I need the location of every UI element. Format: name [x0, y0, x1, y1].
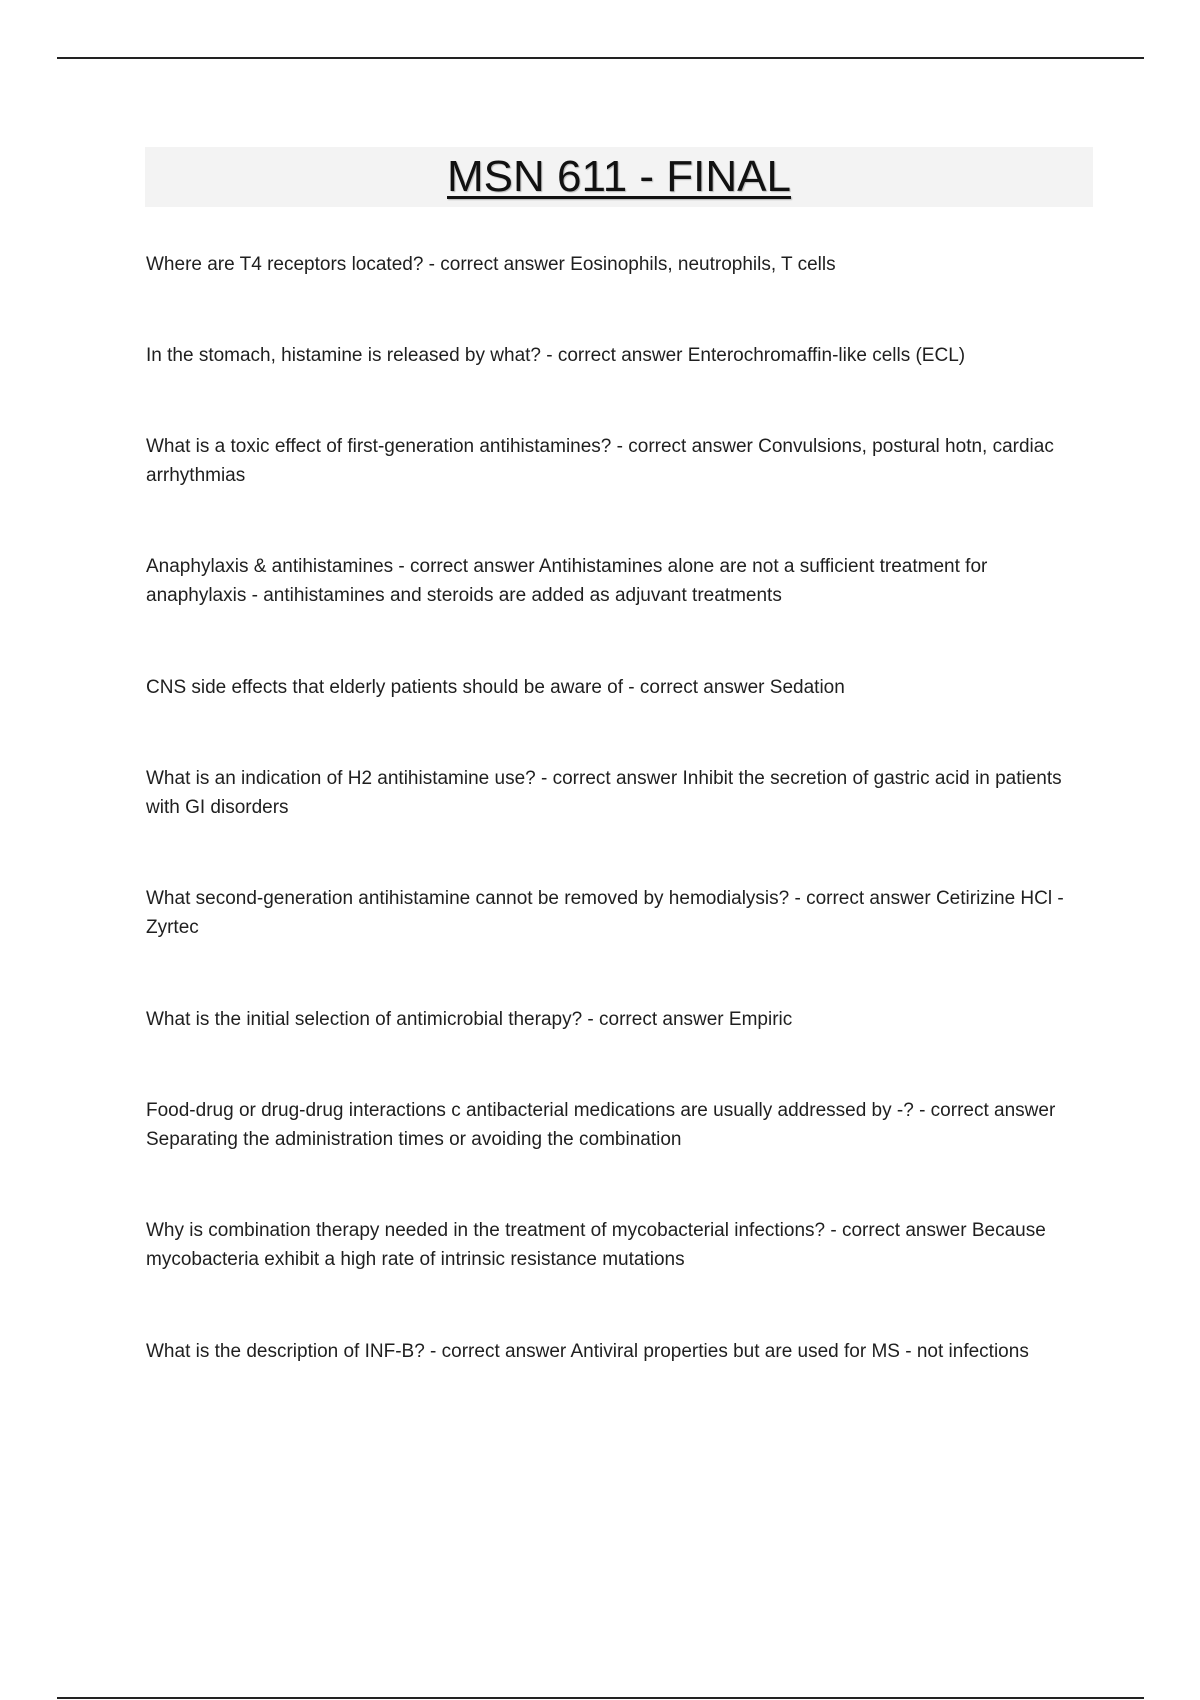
qa-item: In the stomach, histamine is released by what? - correct answer Enterochromaffin-like cells (ECL)	[146, 345, 966, 366]
document-title: MSN 611 - FINAL	[447, 152, 791, 201]
qa-item: CNS side effects that elderly patients should be aware of - correct answer Sedation	[146, 677, 845, 698]
qa-item: What is the description of INF-B? - correct answer Antiviral properties but are used for MS - not infections	[146, 1341, 1029, 1362]
qa-item: Anaphylaxis & antihistamines - correct answer Antihistamines alone are not a sufficient treatment for anaphylaxis - antihistamines and steroids are added as adjuvant treatments	[146, 556, 988, 606]
top-divider	[57, 57, 1144, 59]
qa-item: What is a toxic effect of first-generation antihistamines? - correct answer Convulsions, postural hotn, cardiac arrhythmias	[146, 436, 1054, 486]
qa-item: Why is combination therapy needed in the treatment of mycobacterial infections? - correct answer Because mycobacteria exhibit a high rate of intrinsic resistance mutations	[146, 1220, 1046, 1270]
qa-item: What is the initial selection of antimicrobial therapy? - correct answer Empiric	[146, 1009, 793, 1030]
qa-item: What is an indication of H2 antihistamine use? - correct answer Inhibit the secretion of gastric acid in patients with GI disorders	[146, 768, 1062, 818]
qa-item: Where are T4 receptors located? - correct answer Eosinophils, neutrophils, T cells	[146, 254, 836, 275]
title-band	[145, 147, 1093, 207]
qa-item: What second-generation antihistamine cannot be removed by hemodialysis? - correct answer Cetirizine HCl - Zyrtec	[146, 888, 1064, 938]
bottom-divider	[57, 1697, 1144, 1699]
qa-item: Food-drug or drug-drug interactions c antibacterial medications are usually addressed by -? - correct answer Separating the administration times or avoiding the combination	[146, 1100, 1056, 1150]
